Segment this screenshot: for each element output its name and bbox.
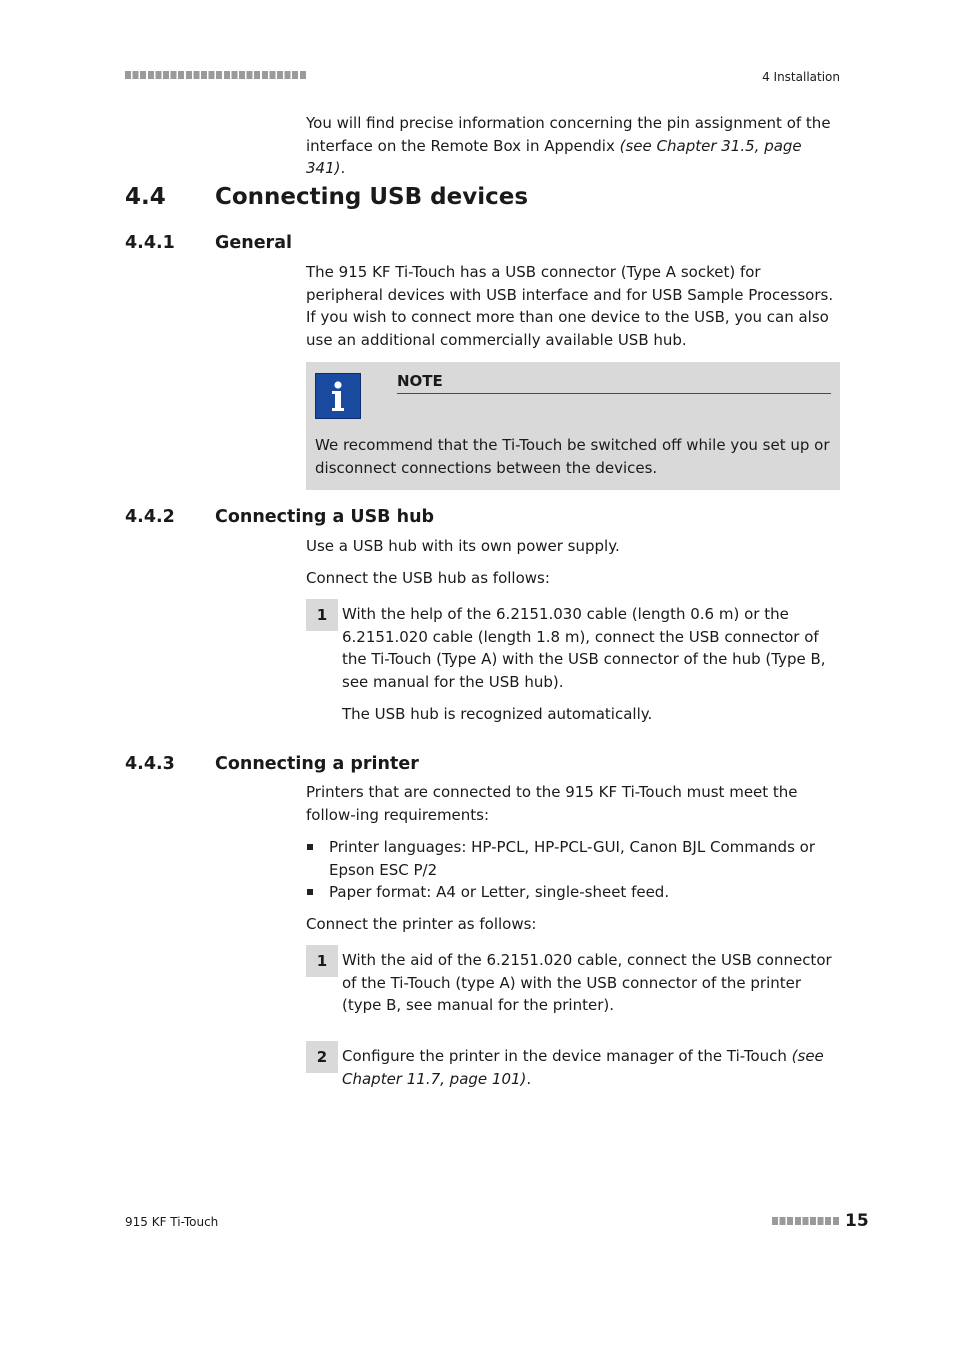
bullet-icon [307,889,313,895]
section-title: Connecting USB devices [215,184,529,210]
step-text: With the aid of the 6.2151.020 cable, connect the USB connector of the Ti-Touch (type A) with the USB connector of the printer (type B, see manual for the printer). [342,951,832,1014]
step-number-badge: 1 [306,945,338,977]
step-result: The USB hub is recognized automatically. [342,705,653,723]
usb-hub-paragraph-2: Connect the USB hub as follows: [306,569,550,587]
usb-hub-paragraph-1: Use a USB hub with its own power supply. [306,537,620,555]
footer-product: 915 KF Ti-Touch [125,1215,219,1229]
subsection-usb-hub-heading: 4.4.2 Connecting a USB hub [125,507,435,527]
note-text: We recommend that the Ti-Touch be switched off while you set up or disconnect connections between the devices. [315,436,830,477]
step-number-badge: 1 [306,599,338,631]
intro-paragraph: You will find precise information concerning the pin assignment of the interface on the Remote Box in Appendix (see Chapter 31.5, page 341). [306,114,831,177]
note-title: NOTE [397,372,443,390]
printer-paragraph-2: Connect the printer as follows: [306,915,537,933]
general-paragraph: The 915 KF Ti-Touch has a USB connector (Type A socket) for peripheral devices with USB interface and for USB Sample Processors. If you wish to connect more than one device to the USB, you can also use an additional commercially available USB hub. [306,263,834,349]
footer-decoration [772,1217,839,1225]
header-decoration [125,71,307,79]
step-text: Configure the printer in the device manager of the Ti-Touch (see Chapter 11.7, page 101). [342,1047,824,1088]
subsection-general-heading: 4.4.1 General [125,233,292,253]
subsection-printer-heading: 4.4.3 Connecting a printer [125,754,419,774]
step-reference[interactable]: (see Chapter 11.7, page 101) [342,1047,824,1088]
step-text: With the help of the 6.2151.030 cable (length 0.6 m) or the 6.2151.020 cable (length 1.8 m), connect the USB connector of the Ti-Touch (Type A) with the USB connector of the hub (Type B, see manual for the USB hub). [342,605,826,691]
page-number: 15 [845,1211,869,1231]
intro-reference[interactable]: (see Chapter 31.5, page 341) [306,136,802,177]
note-divider [397,393,831,394]
note-box [306,362,840,490]
section-number: 4.4 [125,184,166,210]
step-number-badge: 2 [306,1041,338,1073]
info-icon [315,373,361,419]
bullet-icon [307,844,313,850]
printer-paragraph-1: Printers that are connected to the 915 KF Ti-Touch must meet the follow-ing requirements: [306,783,798,824]
header-section: 4 Installation [762,70,840,84]
